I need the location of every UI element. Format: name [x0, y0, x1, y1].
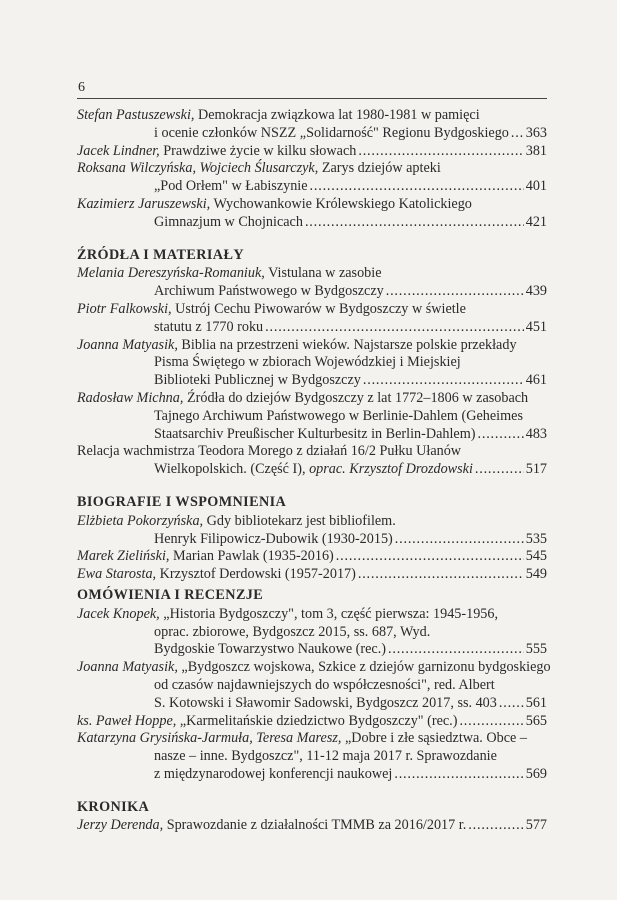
entry-page: 517	[525, 461, 547, 478]
leader-dots	[388, 641, 524, 659]
toc-entry	[77, 659, 551, 712]
leader-dots	[310, 178, 524, 196]
entry-page: 549	[525, 566, 547, 583]
entry-title: Biblia na przestrzeni wieków. Najstarsze polskie przekłady	[177, 336, 517, 353]
entry-author: Joanna Matyasik,	[77, 336, 178, 353]
entry-title-cont: Pisma Świętego w zbiorach Wojewódzkiej i Miejskiej	[154, 354, 461, 371]
leader-dots	[336, 548, 524, 566]
entry-title-cont: Gimnazjum w Chojnicach	[154, 213, 303, 230]
entry-title-cont: Bydgoskie Towarzystwo Naukowe (rec.)	[154, 641, 386, 658]
entry-author: Jacek Lindner,	[77, 142, 160, 159]
entry-title: Źródła do dziejów Bydgoszczy z lat 1772–1806 w zasobach	[183, 389, 529, 406]
entry-page: 381	[525, 142, 547, 159]
leader-dots	[459, 713, 523, 731]
toc-entry	[77, 713, 547, 731]
entry-author: Radosław Michna,	[77, 389, 184, 406]
entry-title: Relacja wachmistrza Teodora Morego z działań 16/2 Pułku Ułanów	[77, 443, 462, 460]
entry-title-cont: Biblioteki Publicznej w Bydgoszczy	[154, 372, 361, 389]
entry-page: 565	[525, 712, 547, 729]
entry-title-cont: Henryk Filipowicz-Dubowik (1930-2015)	[154, 530, 393, 547]
entry-title-cont: statutu z 1770 roku	[154, 318, 264, 335]
entry-page: 421	[525, 213, 547, 230]
entry-title: Sprawozdanie z działalności TMMB za 2016/2017 r.	[163, 817, 467, 834]
section-heading-chronicle: KRONIKA	[77, 798, 150, 815]
toc-entry	[77, 107, 547, 143]
entry-title: Gdy bibliotekarz jest bibliofilem.	[203, 512, 396, 529]
leader-dots	[358, 143, 523, 161]
entry-author: Piotr Falkowski,	[77, 300, 172, 317]
toc-entry	[77, 730, 547, 783]
toc-entry	[77, 606, 547, 659]
entry-title: Krzysztof Derdowski (1957-2017)	[156, 566, 356, 583]
leader-dots	[478, 426, 524, 444]
entry-title: „Historia Bydgoszczy", tom 3, część pierwsza: 1945-1956,	[159, 605, 499, 622]
entry-author: Joanna Matyasik,	[77, 659, 178, 676]
leader-dots	[395, 531, 524, 549]
entry-author: ks. Paweł Hoppe,	[77, 712, 177, 729]
entry-page: 555	[525, 641, 547, 658]
entry-author: Kazimierz Jaruszewski,	[77, 195, 211, 212]
entry-title: „Bydgoszcz wojskowa, Szkice z dziejów garnizonu bydgoskiego	[177, 659, 551, 676]
toc-entry	[77, 443, 547, 479]
entry-title: Prawdziwe życie w kilku słowach	[159, 142, 357, 159]
toc-entry	[77, 196, 547, 232]
leader-dots	[475, 461, 524, 479]
entry-page: 545	[525, 548, 547, 565]
entry-title: Zarys dziejów apteki	[318, 160, 441, 177]
entry-title-cont: „Pod Orłem" w Łabiszynie	[154, 178, 308, 195]
toc-entry	[77, 265, 547, 301]
header-rule	[77, 98, 547, 99]
page-number: 6	[78, 80, 85, 95]
entry-author: Jacek Knopek,	[77, 605, 160, 622]
section-heading-sources: ŹRÓDŁA I MATERIAŁY	[77, 246, 244, 263]
entry-title-cont: od czasów najdawniejszych do współczesności", red. Albert	[154, 676, 495, 693]
section-heading-biographies: BIOGRAFIE I WSPOMNIENIA	[77, 493, 287, 510]
entry-author: Elżbieta Pokorzyńska,	[77, 512, 204, 529]
entry-page: 401	[525, 178, 547, 195]
section-heading-reviews: OMÓWIENIA I RECENZJE	[77, 586, 264, 603]
table-of-contents	[77, 107, 551, 835]
entry-author: Jerzy Derenda,	[77, 817, 164, 834]
entry-author: Stefan Pastuszewski,	[77, 107, 195, 123]
toc-entry	[77, 566, 547, 584]
toc-entry	[77, 337, 547, 390]
toc-entry	[77, 548, 547, 566]
entry-title-cont: Archiwum Państwowego w Bydgoszczy	[154, 283, 384, 300]
entry-title-cont: Wielkopolskich. (Część I),	[154, 461, 310, 478]
entry-page: 461	[525, 372, 547, 389]
toc-entry	[77, 143, 547, 161]
entry-author: Marek Zieliński,	[77, 548, 170, 565]
entry-title: „Dobre i złe sąsiedztwa. Obce –	[341, 730, 527, 747]
leader-dots	[305, 214, 524, 232]
entry-title-cont: oprac. zbiorowe, Bydgoszcz 2015, ss. 687, Wyd.	[154, 623, 431, 640]
entry-page: 569	[525, 765, 547, 782]
toc-entry	[77, 513, 547, 549]
entry-author: Roksana Wilczyńska, Wojciech Ślusarczyk,	[77, 160, 319, 177]
leader-dots	[386, 283, 524, 301]
entry-title-cont: i ocenie członków NSZZ „Solidarność" Regionu Bydgoskiego	[154, 124, 509, 141]
leader-dots	[363, 372, 524, 390]
entry-author: Katarzyna Grysińska-Jarmuła, Teresa Maresz,	[77, 730, 342, 747]
toc-entry	[77, 390, 547, 443]
entry-title: Vistulana w zasobie	[264, 265, 382, 282]
toc-entry	[77, 817, 547, 835]
entry-page: 561	[525, 694, 547, 711]
entry-page: 577	[525, 817, 547, 834]
entry-title: Marian Pawlak (1935-2016)	[169, 548, 334, 565]
entry-editor: oprac. Krzysztof Drozdowski	[309, 461, 473, 478]
entry-title: Demokracja związkowa lat 1980-1981 w pamięci	[194, 107, 480, 123]
entry-title: Ustrój Cechu Piwowarów w Bydgoszczy w świetle	[171, 300, 466, 317]
leader-dots	[358, 566, 524, 584]
toc-entry	[77, 301, 547, 337]
entry-title-cont: z międzynarodowej konferencji naukowej	[154, 765, 393, 782]
leader-dots	[265, 319, 524, 337]
entry-page: 439	[525, 283, 547, 300]
entry-title-cont: nasze – inne. Bydgoszcz", 11-12 maja 2017 r. Sprawozdanie	[154, 748, 497, 765]
entry-title: Wychowankowie Królewskiego Katolickiego	[210, 195, 472, 212]
leader-dots	[499, 695, 524, 713]
entry-title: „Karmelitańskie dziedzictwo Bydgoszczy" (rec.)	[176, 712, 458, 729]
entry-page: 363	[525, 124, 547, 141]
entry-author: Ewa Starosta,	[77, 566, 157, 583]
leader-dots	[394, 766, 523, 784]
entry-author: Melania Dereszyńska-Romaniuk,	[77, 265, 265, 282]
entry-page: 451	[525, 318, 547, 335]
entry-title-cont: Staatsarchiv Preußischer Kulturbesitz in Berlin-Dahlem)	[154, 425, 476, 442]
toc-entry	[77, 160, 547, 196]
leader-dots	[511, 125, 524, 143]
entry-page: 483	[525, 425, 547, 442]
entry-title-cont: S. Kotowski i Sławomir Sadowski, Bydgoszcz 2017, ss. 403	[154, 694, 497, 711]
leader-dots	[468, 817, 523, 835]
entry-page: 535	[525, 530, 547, 547]
entry-title-cont: Tajnego Archiwum Państwowego w Berlinie-Dahlem (Geheimes	[154, 407, 523, 424]
